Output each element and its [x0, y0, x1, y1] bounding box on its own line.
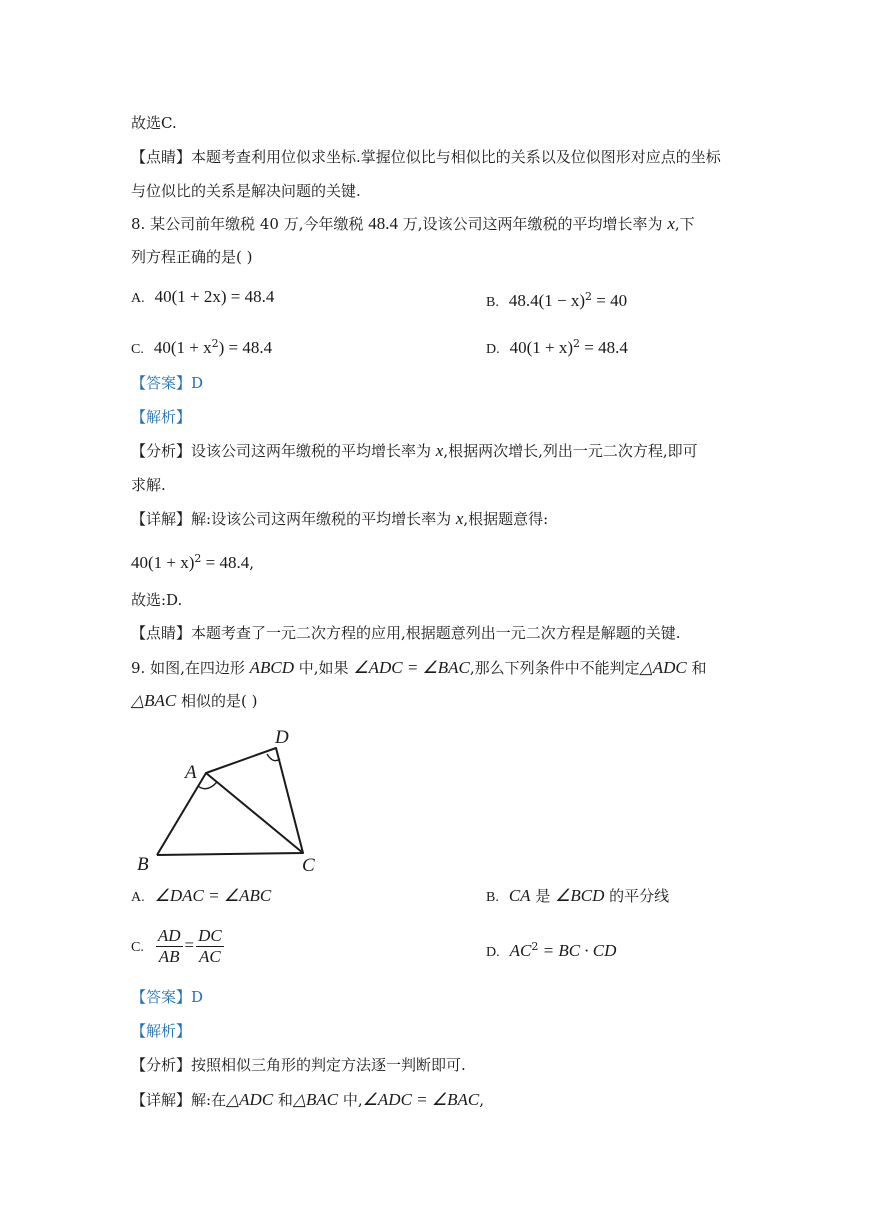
q9-option-b: B. CA 是 ∠BCD 的平分线: [486, 886, 670, 905]
q8-option-c: C. $40(1 + x^2) = 48.4$: [131, 337, 273, 357]
q8-option-a: A. 40(1 + 2x) = 48.4: [131, 287, 275, 306]
q9-stem-line-2: △BAC 相似的是( ): [131, 691, 258, 710]
q8-fenxi-line-1: 【分析】设该公司这两年缴税的平均增长率为 x,根据两次增长,列出一元二次方程,即可: [131, 441, 698, 460]
vertex-label-c: C: [302, 855, 315, 876]
q8-stem-line-2: 列方程正确的是( ): [131, 248, 253, 266]
comment-line-2: 与位似比的关系是解决问题的关键.: [131, 182, 361, 200]
vertex-label-d: D: [275, 727, 289, 748]
q9-answer: 【答案】D: [131, 988, 204, 1006]
q8-option-d: D. $40(1 + x)^2 = 48.4$: [486, 337, 628, 357]
q9-xiangjie: 【详解】解:在△ADC 和△BAC 中,∠ADC = ∠BAC,: [131, 1090, 485, 1109]
comment-tag: 【点睛】: [131, 148, 192, 166]
q9-option-a: A. ∠DAC = ∠ABC: [131, 886, 272, 905]
quad-outline: [157, 748, 303, 855]
q9-option-d: D. $AC^2$ = BC · CD: [486, 940, 617, 960]
q8-fenxi-line-2: 求解.: [131, 476, 166, 494]
line-conclusion: 故选C.: [131, 114, 177, 132]
q8-equation: $40(1 + x)^2 = 48.4$,: [131, 552, 255, 572]
q8-answer: 【答案】D: [131, 374, 204, 392]
q8-xiangjie: 【详解】解:设该公司这两年缴税的平均增长率为 x,根据题意得:: [131, 509, 549, 528]
q9-option-c: C. $\frac{AD}{AB}$ = $\frac{DC}{AC}$: [131, 926, 222, 966]
q9-analysis-tag: 【解析】: [131, 1022, 192, 1040]
vertex-label-b: B: [137, 854, 149, 875]
diagonal-ac: [206, 773, 303, 853]
vertex-label-a: A: [185, 762, 197, 783]
q8-option-b: B. $48.4(1 - x)^2 = 40$: [486, 290, 628, 310]
comment-line-1: 【点睛】本题考查利用位似求坐标.掌握位似比与相似比的关系以及位似图形对应点的坐标: [131, 148, 721, 166]
q8-conclusion: 故选:D.: [131, 591, 183, 609]
q9-fenxi: 【分析】按照相似三角形的判定方法逐一判断即可.: [131, 1056, 466, 1074]
q9-stem-line-1: 9. 如图,在四边形 ABCD 中,如果 ∠ADC = ∠BAC,那么下列条件中不能判定△ADC 和: [131, 658, 707, 677]
fraction-ad-ab: $\frac{AD}{AB}$: [157, 926, 181, 966]
fraction-dc-ac: $\frac{DC}{AC}$: [198, 926, 222, 966]
q8-comment: 【点睛】本题考查了一元二次方程的应用,根据题意列出一元二次方程是解题的关键.: [131, 624, 681, 642]
quadrilateral-figure: [125, 722, 335, 877]
q8-stem-line-1: 8. 某公司前年缴税 40 万,今年缴税 48.4 万,设该公司这两年缴税的平均增长率为 x,下: [131, 214, 695, 233]
q8-analysis-tag: 【解析】: [131, 408, 192, 426]
